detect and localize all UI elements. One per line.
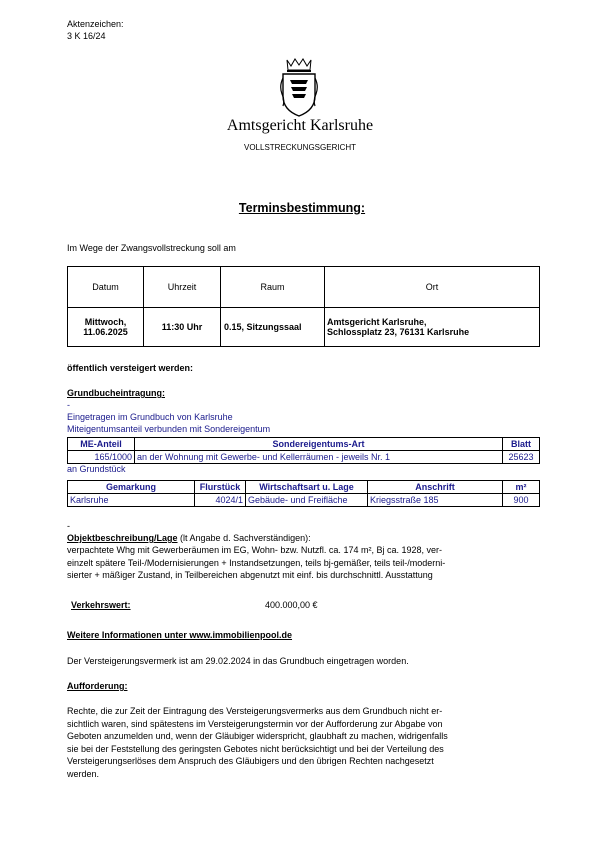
- cell-raum: 0.15, Sitzungssaal: [221, 308, 325, 347]
- cell-ort: [325, 308, 540, 347]
- flur-header-m2: m²: [503, 481, 540, 494]
- flur-header-gemarkung: Gemarkung: [68, 481, 195, 494]
- coat-of-arms-icon: [279, 56, 319, 118]
- aktenzeichen-label: Aktenzeichen:: [67, 19, 124, 29]
- termin-table: [67, 266, 540, 347]
- date-line1: Mittwoch,: [84, 317, 127, 327]
- grundbuch-line1: Eingetragen im Grundbuch von Karlsruhe: [67, 412, 233, 422]
- me-table: [67, 437, 540, 464]
- objekt-line2: einzelt spätere Teil-/Modernisierungen + Instandsetzungen, teils bj-gemäßer, teils teil-/moderni-: [67, 558, 446, 568]
- objekt-heading-suffix: (lt Angabe d. Sachverständigen):: [177, 533, 311, 543]
- flur-cell-gemarkung: Karlsruhe: [68, 494, 195, 507]
- aufforderung-line: Geboten anzumelden und, wenn der Gläubiger widerspricht, glaubhaft zu machen, widrigenfalls: [67, 731, 448, 741]
- verkehrswert-value: 400.000,00 €: [265, 600, 318, 610]
- court-name: Amtsgericht Karlsruhe: [226, 117, 374, 134]
- dash-1: -: [67, 400, 70, 410]
- aufforderung-line: sie bei der Feststellung des geringsten Gebotes nicht berücksichtigt und bei der Verteilung des: [67, 743, 444, 754]
- grundbuch-line2: Miteigentumsanteil verbunden mit Sondereigentum: [67, 424, 271, 434]
- aufforderung-line: Versteigerungserlöses dem Anspruch des Gläubigers und den übrigen Rechten nachgesetzt: [67, 756, 434, 766]
- flur-header-flurstueck: Flurstück: [195, 481, 246, 494]
- objekt-line1: verpachtete Whg mit Gewerberäumen im EG, Wohn- bzw. Nutzfl. ca. 174 m², Bj ca. 1928, ver-: [67, 545, 442, 555]
- me-header-anteil: ME-Anteil: [68, 438, 135, 451]
- vermerk-text: Der Versteigerungsvermerk ist am 29.02.2024 in das Grundbuch eingetragen worden.: [67, 656, 409, 666]
- flur-cell-flurstueck: 4024/1: [195, 494, 246, 507]
- flur-cell-m2: 900: [503, 494, 540, 507]
- grundstueck-label: an Grundstück: [67, 464, 126, 474]
- cell-datum: [68, 308, 144, 347]
- header-raum: Raum: [221, 267, 325, 308]
- objekt-heading-line: [67, 532, 311, 545]
- header-uhrzeit: Uhrzeit: [144, 267, 221, 308]
- cell-uhrzeit: 11:30 Uhr: [144, 308, 221, 347]
- dash-2: -: [67, 521, 70, 531]
- court-department: VOLLSTRECKUNGSGERICHT: [243, 143, 357, 152]
- header-ort: Ort: [325, 267, 540, 308]
- aufforderung-line: Rechte, die zur Zeit der Eintragung des Versteigerungsvermerks aus dem Grundbuch nicht er-: [67, 706, 443, 716]
- aufforderung-line: werden.: [67, 768, 100, 779]
- flur-header-wirtschaftsart: Wirtschaftsart u. Lage: [246, 481, 368, 494]
- grundbuch-heading: Grundbucheintragung:: [67, 388, 165, 398]
- date-line2: 11.06.2025: [83, 327, 128, 337]
- flur-cell-wirtschaftsart: Gebäude- und Freifläche: [246, 494, 368, 507]
- doc-title: Terminsbestimmung:: [238, 201, 366, 215]
- aktenzeichen-value: 3 K 16/24: [67, 31, 106, 41]
- place-line2: Schlossplatz 23, 76131 Karlsruhe: [327, 327, 470, 337]
- me-cell-anteil: 165/1000: [68, 451, 135, 464]
- info-link[interactable]: Weitere Informationen unter www.immobilienpool.de: [67, 630, 293, 640]
- aktenzeichen-block: [67, 18, 124, 42]
- flur-cell-anschrift: Kriegsstraße 185: [368, 494, 503, 507]
- flur-table: [67, 480, 540, 507]
- me-header-art: Sondereigentums-Art: [135, 438, 503, 451]
- objekt-heading: Objektbeschreibung/Lage: [67, 533, 178, 543]
- verkehrswert-label: Verkehrswert:: [71, 600, 131, 610]
- aufforderung-paragraph: [67, 705, 542, 780]
- place-line1: Amtsgericht Karlsruhe,: [327, 317, 427, 327]
- header-datum: Datum: [68, 267, 144, 308]
- objekt-line3: sierter + mäßiger Zustand, in Teilbereichen abgenutzt mit einf. bis durchschnittl. Ausstattung: [67, 570, 433, 580]
- intro-text: Im Wege der Zwangsvollstreckung soll am: [67, 243, 236, 253]
- flur-header-anschrift: Anschrift: [368, 481, 503, 494]
- me-cell-blatt: 25623: [503, 451, 540, 464]
- me-header-blatt: Blatt: [503, 438, 540, 451]
- me-cell-art: an der Wohnung mit Gewerbe- und Kellerräumen - jeweils Nr. 1: [135, 451, 503, 464]
- aufforderung-heading: Aufforderung:: [67, 681, 128, 691]
- auction-text: öffentlich versteigert werden:: [67, 363, 194, 373]
- aufforderung-line: sichtlich waren, sind spätestens im Versteigerungstermin vor der Aufforderung zur Abgabe von: [67, 718, 443, 729]
